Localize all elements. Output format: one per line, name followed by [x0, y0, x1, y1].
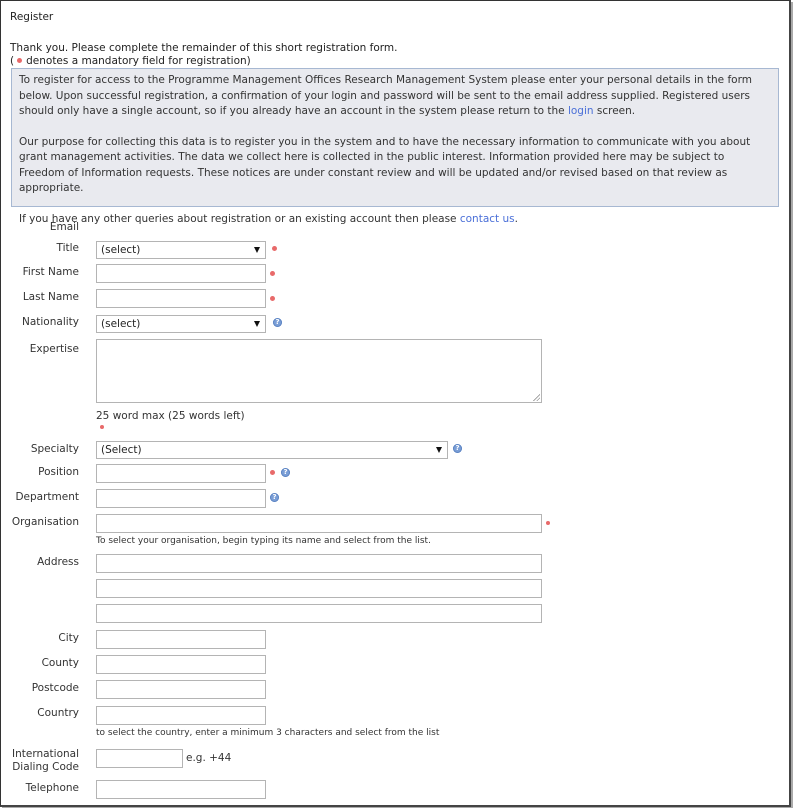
nationality-select-value: (select)	[101, 318, 141, 330]
position-input[interactable]	[96, 464, 266, 483]
department-input[interactable]	[96, 489, 266, 508]
first-name-input[interactable]	[96, 264, 266, 283]
country-hint: to select the country, enter a minimum 3 characters and select from the list	[96, 728, 440, 738]
first-name-label: First Name	[22, 266, 79, 278]
organisation-hint: To select your organisation, begin typing its name and select from the list.	[96, 536, 431, 546]
last-name-input[interactable]	[96, 289, 266, 308]
nationality-select[interactable]	[96, 315, 266, 333]
page-title: Register	[10, 11, 54, 23]
address-label: Address	[37, 556, 79, 568]
required-dot-icon	[546, 521, 550, 525]
required-dot-icon	[270, 296, 275, 301]
info-box	[11, 68, 779, 225]
dialing-code-label-line-2: Dialing Code	[12, 761, 79, 773]
county-label: County	[41, 657, 79, 669]
title-label: Title	[56, 242, 79, 254]
telephone-input[interactable]	[96, 780, 266, 799]
required-dot-icon	[272, 246, 277, 251]
dropdown-arrow-icon	[436, 447, 442, 453]
department-label: Department	[15, 491, 79, 503]
country-input[interactable]	[96, 706, 266, 725]
telephone-label: Telephone	[25, 782, 79, 794]
required-dot-icon	[270, 271, 275, 276]
contact-us-link[interactable]: contact us	[459, 212, 515, 225]
info-text: To register for access to the Programme Management Offices Research Management System please enter your personal details in the form below. Upon successful registration, a confirmation of your login and password will be sent to the email address supplied. Registered users should only have a single account, so if you already have an account in the system please return to the	[19, 74, 752, 117]
dialing-code-label-line-1: International	[11, 748, 79, 760]
last-name-label: Last Name	[22, 291, 79, 303]
info-paragraph-1	[19, 73, 771, 120]
county-input[interactable]	[96, 655, 266, 674]
legend-text: denotes a mandatory field for registration)	[26, 55, 251, 67]
postcode-input[interactable]	[96, 680, 266, 699]
required-dot-icon	[17, 58, 22, 63]
country-label: Country	[37, 707, 79, 719]
required-dot-icon	[100, 425, 104, 429]
help-icon[interactable]: ?	[273, 318, 282, 327]
nationality-label: Nationality	[21, 316, 79, 328]
dialing-code-label	[12, 748, 79, 774]
dropdown-arrow-icon	[254, 321, 260, 327]
expertise-textarea[interactable]	[96, 339, 542, 403]
postcode-label: Postcode	[31, 682, 79, 694]
dialing-code-input[interactable]	[96, 749, 183, 768]
email-label: Email	[49, 221, 79, 233]
dropdown-arrow-icon	[254, 247, 260, 253]
info-paragraph-2: Our purpose for collecting this data is to register you in the system and to have the necessary information to communicate with you about grant management activities. The data we collect here is collected in the public interest. Information provided here may be subject to Freedom of Information requests. These notices are under constant review and will be updated and/or revised based on that review as appropriate.	[19, 135, 751, 194]
title-select[interactable]	[96, 241, 266, 259]
address-line-2-input[interactable]	[96, 579, 542, 598]
address-line-1-input[interactable]	[96, 554, 542, 573]
legend-paren: (	[10, 55, 15, 67]
intro-text: Thank you. Please complete the remainder of this short registration form.	[10, 42, 398, 54]
city-input[interactable]	[96, 630, 266, 649]
specialty-label: Specialty	[30, 443, 79, 455]
address-line-3-input[interactable]	[96, 604, 542, 623]
help-icon[interactable]: ?	[281, 468, 290, 477]
help-icon[interactable]: ?	[453, 444, 462, 453]
resize-grip-icon[interactable]	[532, 393, 540, 401]
info-text: screen.	[593, 105, 636, 117]
city-label: City	[58, 632, 79, 644]
expertise-word-counter: 25 word max (25 words left)	[96, 410, 245, 422]
required-dot-icon	[270, 470, 275, 475]
organisation-input[interactable]	[96, 514, 542, 533]
dialing-code-example: e.g. +44	[186, 752, 232, 764]
mandatory-legend	[10, 55, 251, 67]
info-paragraph-3	[19, 212, 771, 228]
organisation-label: Organisation	[11, 516, 79, 528]
help-icon[interactable]: ?	[270, 493, 279, 502]
specialty-select-value: (Select)	[101, 444, 142, 456]
info-text: .	[514, 212, 518, 225]
info-text: If you have any other queries about registration or an existing account then please	[19, 212, 460, 225]
expertise-label: Expertise	[29, 343, 79, 355]
login-link[interactable]: login	[567, 105, 594, 117]
position-label: Position	[38, 466, 79, 478]
title-select-value: (select)	[101, 244, 141, 256]
specialty-select[interactable]	[96, 441, 448, 459]
